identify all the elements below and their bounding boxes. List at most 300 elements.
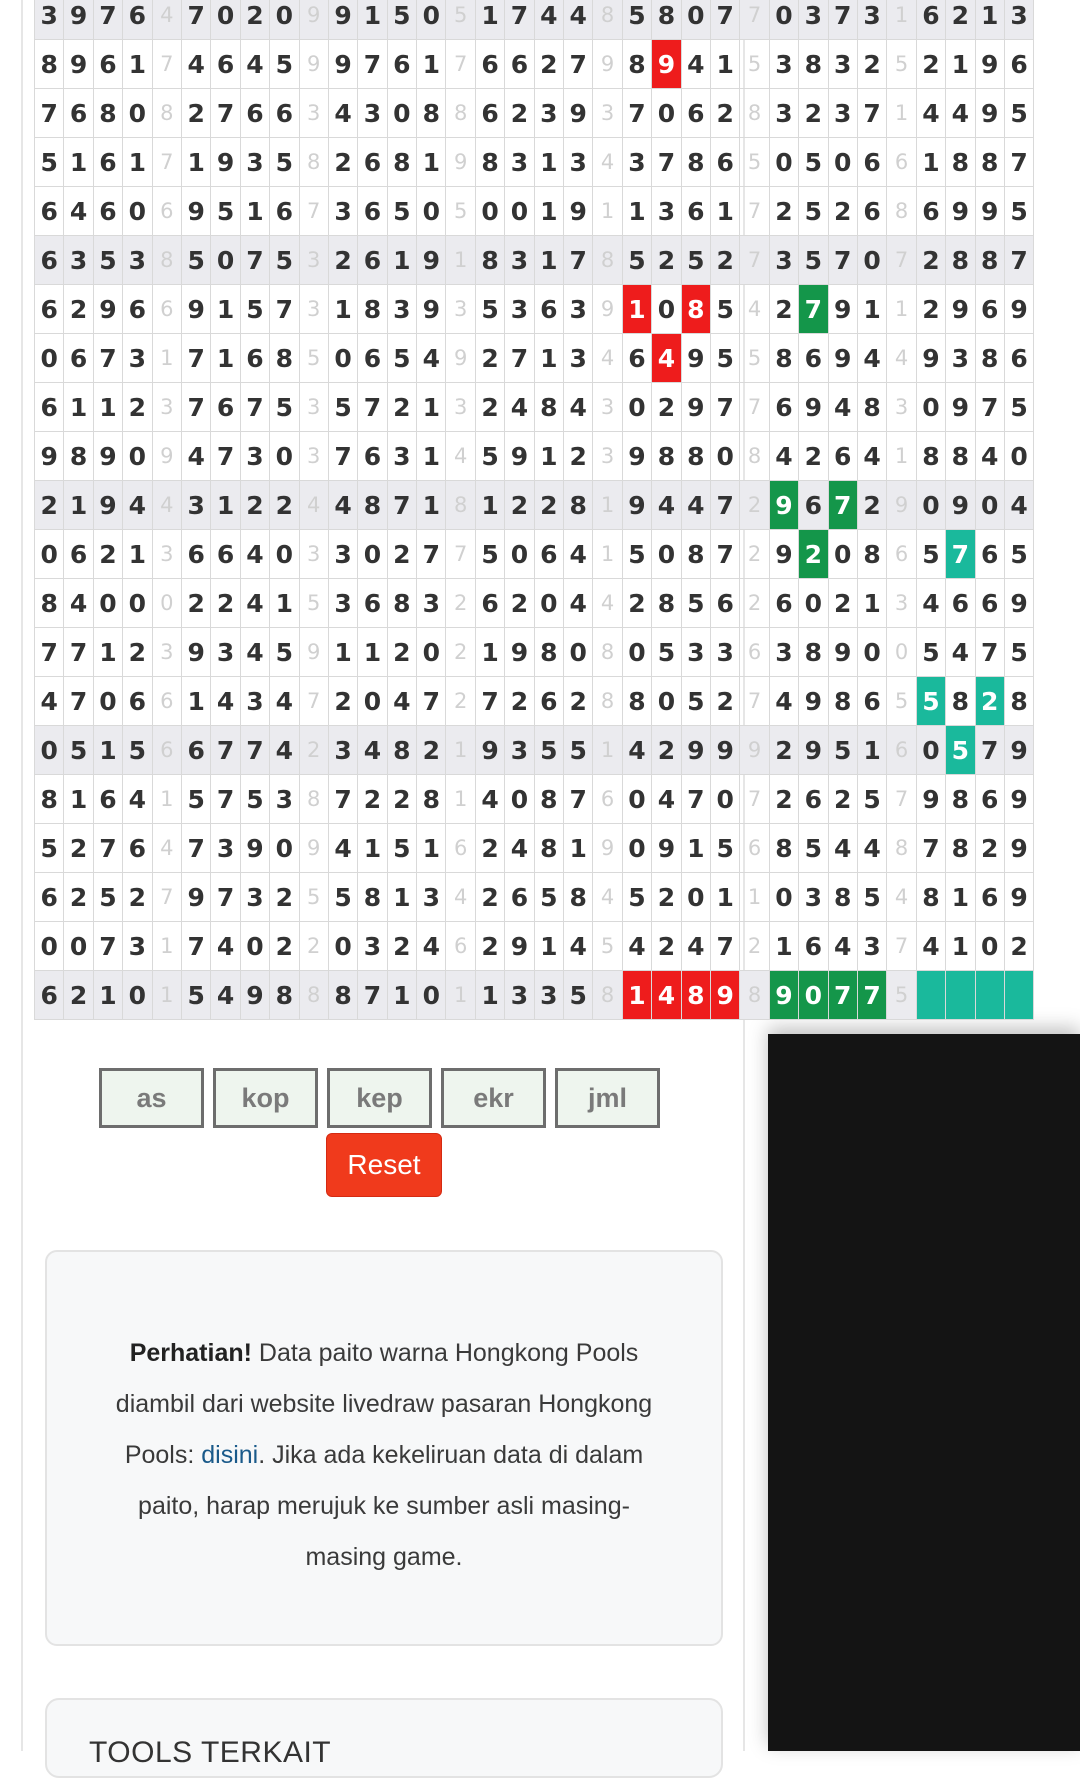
paito-cell[interactable]: 0	[35, 922, 64, 971]
paito-cell[interactable]: 7	[505, 334, 534, 383]
paito-cell[interactable]: 7	[828, 236, 857, 285]
paito-cell[interactable]: 6	[975, 873, 1004, 922]
paito-cell[interactable]: 0	[35, 334, 64, 383]
paito-cell[interactable]: 9	[505, 432, 534, 481]
paito-cell[interactable]: 6	[534, 530, 563, 579]
paito-cell[interactable]: 7	[181, 0, 210, 40]
paito-cell[interactable]: 0	[387, 89, 416, 138]
paito-cell[interactable]: 2	[475, 873, 504, 922]
paito-cell[interactable]: 3	[564, 285, 593, 334]
paito-cell[interactable]: 6	[857, 677, 886, 726]
paito-cell[interactable]: 5	[564, 971, 593, 1020]
paito-cell[interactable]: 3	[123, 334, 152, 383]
paito-cell[interactable]: 8	[857, 530, 886, 579]
paito-cell[interactable]: 2	[270, 481, 299, 530]
paito-cell[interactable]: 4	[211, 677, 240, 726]
paito-cell[interactable]: 8	[652, 579, 681, 628]
paito-cell[interactable]: 0	[534, 579, 563, 628]
paito-cell[interactable]: 7	[857, 971, 886, 1020]
paito-cell[interactable]: 0	[93, 579, 122, 628]
kop-input[interactable]	[213, 1068, 318, 1128]
paito-cell[interactable]: 5	[387, 187, 416, 236]
paito-cell[interactable]: 6	[681, 187, 710, 236]
paito-cell[interactable]: 7	[35, 628, 64, 677]
paito-cell[interactable]: 8	[946, 677, 975, 726]
paito-cell[interactable]: 8	[417, 775, 446, 824]
paito-cell[interactable]: 4	[652, 481, 681, 530]
paito-cell[interactable]: 0	[505, 775, 534, 824]
paito-cell[interactable]: 4	[505, 824, 534, 873]
paito-cell[interactable]: 7	[64, 628, 93, 677]
paito-cell[interactable]: 6	[123, 824, 152, 873]
paito-cell[interactable]: 2	[123, 628, 152, 677]
paito-cell[interactable]: 6	[93, 187, 122, 236]
paito-cell[interactable]: 1	[946, 873, 975, 922]
paito-cell[interactable]: 0	[35, 726, 64, 775]
paito-cell[interactable]: 8	[270, 971, 299, 1020]
paito-cell[interactable]: 7	[93, 824, 122, 873]
paito-cell[interactable]: 5	[799, 236, 828, 285]
paito-cell[interactable]: 9	[828, 285, 857, 334]
paito-cell[interactable]: 3	[240, 432, 269, 481]
paito-cell[interactable]: 4	[564, 0, 593, 40]
paito-cell[interactable]: 5	[93, 236, 122, 285]
paito-cell[interactable]: 8	[35, 40, 64, 89]
paito-cell[interactable]: 9	[93, 285, 122, 334]
paito-cell[interactable]: 5	[1004, 383, 1033, 432]
paito-cell[interactable]: 3	[417, 579, 446, 628]
paito-cell[interactable]: 1	[417, 40, 446, 89]
paito-cell[interactable]: 4	[181, 432, 210, 481]
paito-cell[interactable]: 3	[769, 89, 798, 138]
paito-cell[interactable]: 6	[123, 0, 152, 40]
paito-cell[interactable]: 2	[93, 530, 122, 579]
paito-cell[interactable]: 2	[828, 775, 857, 824]
paito-cell[interactable]: 6	[799, 922, 828, 971]
paito-cell[interactable]: 1	[946, 40, 975, 89]
paito-cell[interactable]: 5	[35, 138, 64, 187]
paito-cell[interactable]: 6	[916, 187, 945, 236]
paito-cell[interactable]: 0	[417, 187, 446, 236]
paito-cell[interactable]: 6	[35, 236, 64, 285]
paito-cell[interactable]: 6	[946, 579, 975, 628]
paito-cell[interactable]: 7	[93, 0, 122, 40]
paito-cell[interactable]: 7	[799, 285, 828, 334]
as-input[interactable]	[99, 1068, 204, 1128]
paito-cell[interactable]: 6	[35, 971, 64, 1020]
paito-cell[interactable]: 3	[270, 775, 299, 824]
paito-cell[interactable]: 8	[975, 236, 1004, 285]
paito-cell[interactable]: 4	[681, 922, 710, 971]
paito-cell[interactable]: 3	[505, 726, 534, 775]
paito-cell[interactable]: 8	[799, 40, 828, 89]
paito-cell[interactable]: 6	[769, 579, 798, 628]
paito-cell[interactable]: 4	[916, 579, 945, 628]
paito-cell[interactable]: 4	[946, 89, 975, 138]
paito-cell[interactable]: 1	[123, 40, 152, 89]
paito-cell[interactable]: 0	[622, 628, 651, 677]
paito-cell[interactable]: 8	[946, 138, 975, 187]
paito-cell[interactable]: 2	[652, 236, 681, 285]
paito-cell[interactable]: 9	[211, 138, 240, 187]
paito-cell[interactable]: 8	[387, 579, 416, 628]
paito-cell[interactable]: 5	[270, 628, 299, 677]
paito-cell[interactable]: 8	[534, 775, 563, 824]
paito-cell[interactable]: 1	[387, 236, 416, 285]
paito-cell[interactable]: 9	[328, 40, 357, 89]
paito-cell[interactable]: 6	[240, 89, 269, 138]
paito-cell[interactable]: 3	[534, 971, 563, 1020]
paito-cell[interactable]: 1	[417, 138, 446, 187]
paito-cell[interactable]: 5	[1004, 628, 1033, 677]
paito-cell[interactable]: 5	[652, 628, 681, 677]
paito-cell[interactable]: 3	[387, 285, 416, 334]
paito-cell[interactable]: 3	[123, 922, 152, 971]
paito-cell[interactable]: 9	[975, 187, 1004, 236]
paito-cell[interactable]: 6	[857, 138, 886, 187]
paito-cell[interactable]: 0	[975, 922, 1004, 971]
paito-cell[interactable]: 3	[505, 285, 534, 334]
paito-cell[interactable]: 8	[975, 334, 1004, 383]
paito-cell[interactable]: 1	[622, 971, 651, 1020]
paito-cell[interactable]: 0	[652, 89, 681, 138]
paito-cell[interactable]: 4	[564, 383, 593, 432]
paito-cell[interactable]: 2	[387, 775, 416, 824]
paito-cell[interactable]: 8	[564, 873, 593, 922]
paito-cell[interactable]: 5	[534, 873, 563, 922]
paito-cell[interactable]: 0	[769, 138, 798, 187]
paito-cell[interactable]: 9	[181, 285, 210, 334]
paito-cell[interactable]: 0	[123, 187, 152, 236]
paito-cell[interactable]: 7	[211, 775, 240, 824]
paito-cell[interactable]: 1	[710, 40, 739, 89]
paito-cell[interactable]: 9	[240, 824, 269, 873]
paito-cell[interactable]: 8	[387, 138, 416, 187]
paito-cell[interactable]: 0	[417, 0, 446, 40]
paito-cell[interactable]: 4	[270, 677, 299, 726]
paito-cell[interactable]: 7	[328, 432, 357, 481]
paito-cell[interactable]: 7	[1004, 236, 1033, 285]
paito-cell[interactable]: 9	[652, 824, 681, 873]
paito-cell[interactable]: 6	[358, 334, 387, 383]
paito-cell[interactable]: 9	[622, 481, 651, 530]
paito-cell[interactable]: 4	[417, 922, 446, 971]
paito-cell[interactable]: 2	[123, 383, 152, 432]
paito-cell[interactable]: 7	[35, 89, 64, 138]
paito-cell[interactable]: 9	[35, 432, 64, 481]
paito-cell[interactable]: 1	[622, 285, 651, 334]
paito-cell[interactable]: 7	[652, 138, 681, 187]
paito-cell[interactable]: 8	[328, 971, 357, 1020]
paito-cell[interactable]: 9	[916, 775, 945, 824]
paito-cell[interactable]: 2	[417, 726, 446, 775]
paito-cell[interactable]: 2	[387, 530, 416, 579]
paito-cell[interactable]: 5	[387, 334, 416, 383]
paito-cell[interactable]: 8	[622, 677, 651, 726]
paito-cell[interactable]: 7	[93, 922, 122, 971]
paito-cell[interactable]: 4	[828, 383, 857, 432]
paito-cell[interactable]: 2	[475, 334, 504, 383]
paito-cell[interactable]: 7	[828, 0, 857, 40]
paito-cell[interactable]: 2	[505, 579, 534, 628]
paito-cell[interactable]: 2	[946, 0, 975, 40]
paito-cell[interactable]: 2	[799, 89, 828, 138]
paito-cell[interactable]: 0	[710, 775, 739, 824]
paito-cell[interactable]: 2	[769, 187, 798, 236]
paito-cell[interactable]: 4	[240, 579, 269, 628]
paito-cell[interactable]: 9	[1004, 726, 1033, 775]
paito-cell[interactable]: 9	[681, 726, 710, 775]
paito-cell[interactable]: 4	[946, 628, 975, 677]
paito-cell[interactable]: 0	[652, 530, 681, 579]
paito-cell[interactable]: 9	[946, 481, 975, 530]
paito-cell[interactable]: 9	[564, 89, 593, 138]
paito-cell[interactable]: 2	[123, 873, 152, 922]
paito-cell[interactable]: 2	[211, 579, 240, 628]
paito-cell[interactable]: 6	[769, 383, 798, 432]
paito-cell[interactable]: 5	[622, 236, 651, 285]
paito-cell[interactable]: 7	[417, 677, 446, 726]
paito-cell[interactable]: 4	[240, 530, 269, 579]
paito-cell[interactable]: 3	[534, 89, 563, 138]
paito-cell[interactable]: 2	[799, 432, 828, 481]
paito-cell[interactable]: 2	[916, 285, 945, 334]
paito-cell[interactable]: 1	[358, 628, 387, 677]
paito-cell[interactable]: 9	[681, 334, 710, 383]
paito-cell[interactable]: 3	[505, 236, 534, 285]
paito-cell[interactable]: 6	[622, 334, 651, 383]
paito-cell[interactable]: 6	[828, 432, 857, 481]
paito-cell[interactable]: 8	[769, 334, 798, 383]
paito-cell[interactable]: 8	[916, 873, 945, 922]
paito-cell[interactable]: 5	[240, 775, 269, 824]
paito-cell[interactable]: 1	[534, 432, 563, 481]
paito-cell[interactable]: 9	[769, 971, 798, 1020]
paito-cell[interactable]: 0	[475, 187, 504, 236]
paito-cell[interactable]: 1	[211, 481, 240, 530]
paito-cell[interactable]: 4	[622, 922, 651, 971]
paito-cell[interactable]: 4	[505, 383, 534, 432]
paito-cell[interactable]: 1	[240, 187, 269, 236]
paito-cell[interactable]: 9	[1004, 824, 1033, 873]
paito-cell[interactable]: 3	[828, 89, 857, 138]
paito-cell[interactable]: 4	[534, 0, 563, 40]
paito-cell[interactable]: 6	[181, 530, 210, 579]
paito-cell[interactable]: 1	[93, 971, 122, 1020]
paito-cell[interactable]: 6	[123, 677, 152, 726]
paito-cell[interactable]: 3	[358, 922, 387, 971]
paito-cell[interactable]: 4	[475, 775, 504, 824]
paito-cell[interactable]: 8	[828, 873, 857, 922]
paito-cell[interactable]: 6	[505, 40, 534, 89]
paito-cell[interactable]: 3	[328, 187, 357, 236]
paito-cell[interactable]: 4	[975, 432, 1004, 481]
paito-cell[interactable]: 1	[681, 824, 710, 873]
paito-cell[interactable]: 7	[710, 481, 739, 530]
paito-cell[interactable]: 6	[358, 432, 387, 481]
paito-cell[interactable]: 2	[622, 579, 651, 628]
paito-cell[interactable]	[916, 971, 945, 1020]
paito-cell[interactable]: 7	[1004, 138, 1033, 187]
paito-cell[interactable]: 1	[64, 775, 93, 824]
paito-cell[interactable]: 1	[123, 530, 152, 579]
paito-cell[interactable]: 6	[64, 334, 93, 383]
paito-cell[interactable]: 2	[534, 481, 563, 530]
paito-cell[interactable]: 1	[387, 971, 416, 1020]
paito-cell[interactable]: 4	[828, 922, 857, 971]
paito-cell[interactable]: 3	[387, 432, 416, 481]
paito-cell[interactable]: 1	[710, 187, 739, 236]
paito-cell[interactable]: 9	[1004, 775, 1033, 824]
paito-cell[interactable]: 9	[417, 236, 446, 285]
paito-cell[interactable]: 3	[328, 726, 357, 775]
paito-cell[interactable]: 8	[64, 432, 93, 481]
paito-cell[interactable]: 7	[681, 775, 710, 824]
paito-cell[interactable]: 9	[799, 383, 828, 432]
paito-cell[interactable]: 1	[622, 187, 651, 236]
paito-cell[interactable]: 8	[769, 824, 798, 873]
paito-cell[interactable]: 3	[181, 481, 210, 530]
paito-cell[interactable]: 6	[181, 726, 210, 775]
paito-cell[interactable]: 4	[181, 40, 210, 89]
paito-cell[interactable]: 9	[505, 922, 534, 971]
paito-cell[interactable]	[946, 971, 975, 1020]
paito-cell[interactable]: 7	[358, 971, 387, 1020]
paito-cell[interactable]	[975, 971, 1004, 1020]
paito-cell[interactable]: 5	[1004, 89, 1033, 138]
paito-cell[interactable]: 2	[240, 0, 269, 40]
paito-cell[interactable]: 3	[652, 187, 681, 236]
paito-cell[interactable]: 9	[622, 432, 651, 481]
paito-cell[interactable]: 0	[123, 432, 152, 481]
paito-cell[interactable]: 5	[799, 138, 828, 187]
paito-cell[interactable]: 1	[417, 432, 446, 481]
source-link[interactable]: disini	[201, 1441, 259, 1469]
paito-cell[interactable]: 6	[475, 89, 504, 138]
paito-cell[interactable]: 2	[475, 824, 504, 873]
paito-cell[interactable]: 0	[211, 0, 240, 40]
paito-cell[interactable]: 8	[1004, 677, 1033, 726]
paito-cell[interactable]: 6	[240, 334, 269, 383]
paito-cell[interactable]: 3	[946, 334, 975, 383]
paito-cell[interactable]: 0	[270, 824, 299, 873]
paito-cell[interactable]: 8	[475, 138, 504, 187]
paito-cell[interactable]: 2	[270, 873, 299, 922]
paito-cell[interactable]: 4	[916, 922, 945, 971]
paito-cell[interactable]: 2	[916, 40, 945, 89]
paito-cell[interactable]: 5	[93, 873, 122, 922]
paito-cell[interactable]: 8	[946, 775, 975, 824]
paito-cell[interactable]: 9	[475, 726, 504, 775]
paito-cell[interactable]: 6	[93, 775, 122, 824]
paito-cell[interactable]: 1	[769, 922, 798, 971]
paito-cell[interactable]: 2	[181, 579, 210, 628]
paito-cell[interactable]: 1	[534, 922, 563, 971]
paito-cell[interactable]: 5	[710, 824, 739, 873]
paito-cell[interactable]: 5	[181, 775, 210, 824]
paito-cell[interactable]: 4	[1004, 481, 1033, 530]
paito-cell[interactable]: 8	[35, 579, 64, 628]
paito-cell[interactable]: 2	[64, 971, 93, 1020]
paito-cell[interactable]: 6	[975, 530, 1004, 579]
paito-cell[interactable]: 2	[64, 824, 93, 873]
paito-cell[interactable]: 3	[769, 40, 798, 89]
paito-cell[interactable]: 9	[946, 187, 975, 236]
paito-cell[interactable]: 3	[417, 873, 446, 922]
paito-cell[interactable]: 8	[358, 285, 387, 334]
paito-cell[interactable]: 0	[622, 775, 651, 824]
paito-cell[interactable]: 6	[534, 285, 563, 334]
paito-cell[interactable]: 0	[35, 530, 64, 579]
paito-cell[interactable]: 2	[475, 922, 504, 971]
paito-cell[interactable]: 7	[505, 0, 534, 40]
paito-cell[interactable]: 0	[417, 971, 446, 1020]
paito-cell[interactable]: 8	[652, 432, 681, 481]
paito-cell[interactable]: 2	[652, 922, 681, 971]
paito-cell[interactable]: 1	[534, 334, 563, 383]
paito-cell[interactable]: 4	[270, 726, 299, 775]
paito-cell[interactable]: 9	[181, 628, 210, 677]
paito-cell[interactable]: 2	[505, 481, 534, 530]
paito-cell[interactable]: 5	[622, 530, 651, 579]
paito-cell[interactable]: 3	[240, 677, 269, 726]
paito-cell[interactable]: 2	[328, 236, 357, 285]
paito-cell[interactable]: 2	[387, 383, 416, 432]
paito-cell[interactable]: 9	[710, 726, 739, 775]
paito-cell[interactable]: 8	[946, 432, 975, 481]
paito-cell[interactable]: 6	[799, 334, 828, 383]
paito-cell[interactable]: 4	[652, 334, 681, 383]
paito-cell[interactable]: 3	[64, 236, 93, 285]
paito-cell[interactable]: 9	[328, 0, 357, 40]
paito-cell[interactable]: 2	[1004, 922, 1033, 971]
paito-cell[interactable]: 6	[35, 873, 64, 922]
paito-cell[interactable]: 2	[64, 285, 93, 334]
paito-cell[interactable]: 5	[857, 873, 886, 922]
paito-cell[interactable]: 1	[475, 628, 504, 677]
paito-cell[interactable]: 1	[358, 824, 387, 873]
paito-cell[interactable]: 6	[64, 89, 93, 138]
paito-cell[interactable]: 3	[328, 530, 357, 579]
paito-cell[interactable]: 1	[710, 873, 739, 922]
paito-cell[interactable]: 4	[564, 530, 593, 579]
paito-cell[interactable]: 8	[475, 236, 504, 285]
paito-cell[interactable]: 8	[622, 40, 651, 89]
paito-cell[interactable]: 8	[946, 236, 975, 285]
paito-cell[interactable]: 7	[564, 40, 593, 89]
paito-cell[interactable]: 5	[475, 285, 504, 334]
paito-cell[interactable]: 8	[681, 138, 710, 187]
paito-cell[interactable]: 7	[64, 677, 93, 726]
paito-cell[interactable]: 6	[799, 481, 828, 530]
paito-cell[interactable]: 4	[328, 89, 357, 138]
paito-cell[interactable]: 8	[358, 481, 387, 530]
paito-cell[interactable]: 9	[564, 187, 593, 236]
paito-cell[interactable]: 6	[1004, 40, 1033, 89]
paito-cell[interactable]: 0	[211, 236, 240, 285]
paito-cell[interactable]: 0	[799, 971, 828, 1020]
paito-cell[interactable]: 2	[828, 579, 857, 628]
paito-cell[interactable]: 8	[857, 383, 886, 432]
paito-cell[interactable]: 1	[93, 383, 122, 432]
paito-cell[interactable]: 0	[857, 628, 886, 677]
paito-cell[interactable]: 4	[358, 726, 387, 775]
paito-cell[interactable]: 0	[622, 383, 651, 432]
paito-cell[interactable]: 2	[652, 726, 681, 775]
paito-cell[interactable]: 2	[328, 138, 357, 187]
paito-cell[interactable]: 2	[328, 677, 357, 726]
paito-cell[interactable]: 6	[975, 579, 1004, 628]
